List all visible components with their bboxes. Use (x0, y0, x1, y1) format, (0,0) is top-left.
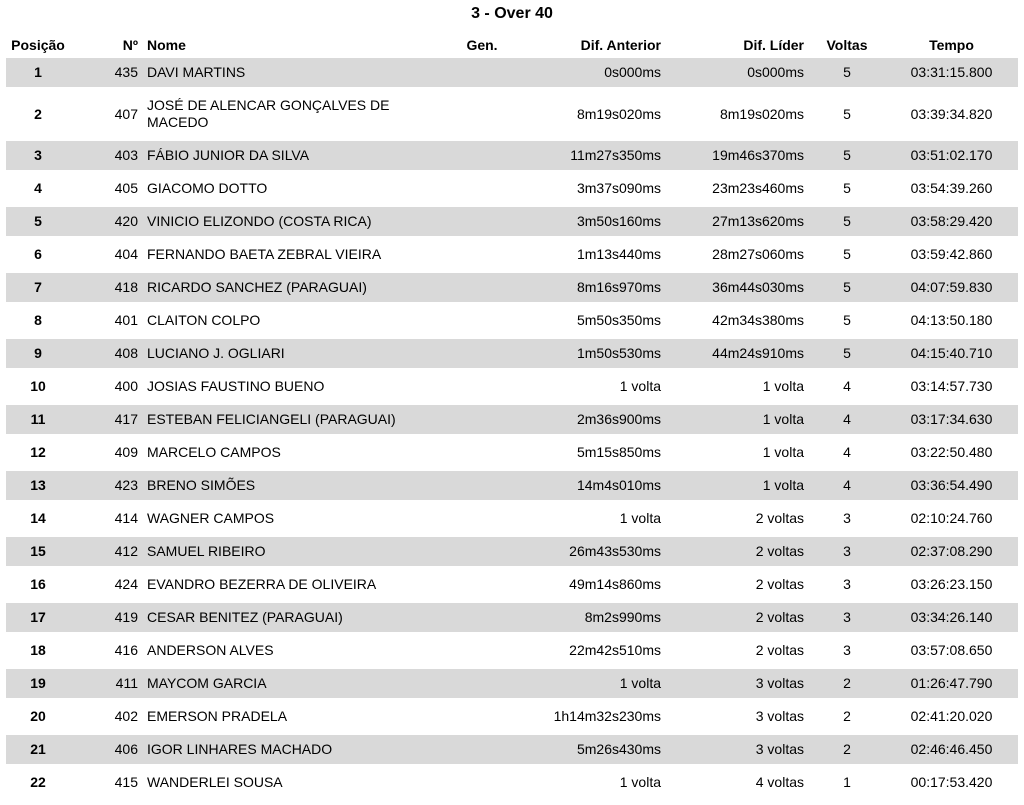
voltas-cell: 3 (843, 576, 851, 592)
voltas-cell: 2 (809, 669, 885, 698)
pos-cell: 19 (6, 669, 70, 698)
tempo-cell: 03:22:50.480 (910, 444, 993, 460)
voltas-cell: 2 (809, 735, 885, 764)
voltas-cell: 5 (809, 339, 885, 368)
table-row (6, 174, 1018, 203)
voltas-cell: 5 (809, 273, 885, 302)
tempo-cell: 03:51:02.170 (885, 141, 1018, 170)
num-cell: 405 (114, 180, 138, 196)
voltas-cell: 2 (843, 708, 851, 724)
dif_lider-cell: 8m19s020ms (719, 105, 804, 122)
pos-cell: 10 (30, 378, 46, 394)
dif_anterior-cell: 1m13s440ms (576, 246, 661, 262)
num-cell: 415 (114, 774, 138, 790)
table-row (6, 91, 1018, 137)
dif_anterior-cell: 1 volta (619, 774, 661, 790)
table-row (6, 207, 1018, 236)
dif_lider-cell: 36m44s030ms (666, 273, 809, 302)
pos-cell: 8 (34, 312, 42, 328)
dif_anterior-cell: 5m50s350ms (576, 312, 661, 328)
table-row (6, 471, 1018, 500)
voltas-cell: 5 (809, 141, 885, 170)
num-cell: 420 (70, 207, 142, 236)
tempo-cell: 00:17:53.420 (910, 774, 993, 790)
num-cell: 408 (70, 339, 142, 368)
header-row (6, 36, 1018, 54)
column-header-gen: Gen. (466, 37, 498, 53)
voltas-cell: 4 (809, 471, 885, 500)
tempo-cell: 04:07:59.830 (885, 273, 1018, 302)
num-cell: 414 (114, 510, 138, 526)
dif_anterior-cell: 1 volta (522, 669, 666, 698)
dif_lider-cell: 2 voltas (755, 642, 804, 658)
voltas-cell: 5 (843, 312, 851, 328)
pos-cell: 3 (6, 141, 70, 170)
pos-cell: 4 (34, 180, 42, 196)
dif_anterior-cell: 0s000ms (522, 58, 666, 87)
voltas-cell: 4 (809, 405, 885, 434)
nome-cell: LUCIANO J. OGLIARI (142, 339, 442, 368)
table-row (6, 735, 1018, 764)
table-row (6, 537, 1018, 566)
pos-cell: 6 (34, 246, 42, 262)
num-cell: 407 (114, 105, 138, 122)
dif_lider-cell: 3 voltas (666, 735, 809, 764)
pos-cell: 12 (30, 444, 46, 460)
dif_anterior-cell: 1 volta (619, 378, 661, 394)
dif_anterior-cell: 1 volta (619, 510, 661, 526)
pos-cell: 15 (6, 537, 70, 566)
num-cell: 401 (114, 312, 138, 328)
pos-cell: 22 (30, 774, 46, 790)
nome-cell: JOSIAS FAUSTINO BUENO (147, 378, 325, 394)
voltas-cell: 5 (843, 246, 851, 262)
gen-cell (442, 603, 522, 632)
num-cell: 400 (114, 378, 138, 394)
voltas-cell: 4 (843, 378, 851, 394)
gen-cell (442, 240, 522, 269)
pos-cell: 11 (6, 405, 70, 434)
tempo-cell: 01:26:47.790 (885, 669, 1018, 698)
nome-cell: EVANDRO BEZERRA DE OLIVEIRA (147, 576, 377, 592)
nome-cell: CESAR BENITEZ (PARAGUAI) (142, 603, 442, 632)
nome-cell: ANDERSON ALVES (147, 642, 274, 658)
pos-cell: 21 (6, 735, 70, 764)
voltas-cell: 5 (843, 180, 851, 196)
gen-cell (442, 669, 522, 698)
dif_anterior-cell: 2m36s900ms (522, 405, 666, 434)
dif_anterior-cell: 3m37s090ms (576, 180, 661, 196)
dif_lider-cell: 4 voltas (755, 774, 804, 790)
nome-cell: FÁBIO JUNIOR DA SILVA (142, 141, 442, 170)
voltas-cell: 5 (809, 58, 885, 87)
dif_lider-cell: 1 volta (666, 471, 809, 500)
table-row (6, 570, 1018, 599)
num-cell: 424 (114, 576, 138, 592)
nome-cell: WANDERLEI SOUSA (147, 774, 283, 790)
tempo-cell: 03:57:08.650 (910, 642, 993, 658)
pos-cell: 9 (6, 339, 70, 368)
nome-cell: JOSÉ DE ALENCAR GONÇALVES DE MACEDO (147, 97, 390, 130)
dif_anterior-cell: 22m42s510ms (569, 642, 661, 658)
voltas-cell: 1 (843, 774, 851, 790)
tempo-cell: 02:10:24.760 (910, 510, 993, 526)
pos-cell: 7 (6, 273, 70, 302)
dif_lider-cell: 28m27s060ms (712, 246, 804, 262)
tempo-cell: 03:31:15.800 (885, 58, 1018, 87)
gen-cell (442, 504, 522, 533)
tempo-cell: 03:39:34.820 (910, 105, 993, 122)
table-row (6, 372, 1018, 401)
gen-cell (442, 702, 522, 731)
gen-cell (442, 537, 522, 566)
gen-cell (442, 58, 522, 87)
dif_anterior-cell: 14m4s010ms (522, 471, 666, 500)
gen-cell (442, 570, 522, 599)
gen-cell (442, 91, 522, 137)
table-row (6, 669, 1018, 698)
gen-cell (442, 405, 522, 434)
dif_anterior-cell: 8m16s970ms (522, 273, 666, 302)
nome-cell: WAGNER CAMPOS (147, 510, 275, 526)
table-row (6, 240, 1018, 269)
table-row (6, 438, 1018, 467)
gen-cell (442, 207, 522, 236)
num-cell: 404 (114, 246, 138, 262)
nome-cell: RICARDO SANCHEZ (PARAGUAI) (142, 273, 442, 302)
tempo-cell: 02:46:46.450 (885, 735, 1018, 764)
voltas-cell: 5 (843, 105, 851, 122)
voltas-cell: 3 (809, 537, 885, 566)
table-row (6, 273, 1018, 302)
dif_lider-cell: 1 volta (762, 444, 804, 460)
pos-cell: 1 (6, 58, 70, 87)
num-cell: 416 (114, 642, 138, 658)
num-cell: 417 (70, 405, 142, 434)
table-row (6, 603, 1018, 632)
table-row (6, 504, 1018, 533)
dif_lider-cell: 2 voltas (755, 576, 804, 592)
pos-cell: 13 (6, 471, 70, 500)
column-header-pos: Posição (11, 37, 65, 53)
results-table (6, 32, 1018, 801)
tempo-cell: 03:36:54.490 (885, 471, 1018, 500)
page-title: 3 - Over 40 (471, 5, 553, 22)
column-header-voltas: Voltas (826, 37, 868, 53)
tempo-cell: 03:34:26.140 (885, 603, 1018, 632)
nome-cell: CLAITON COLPO (147, 312, 261, 328)
gen-cell (442, 141, 522, 170)
nome-cell: EMERSON PRADELA (147, 708, 288, 724)
nome-cell: FERNANDO BAETA ZEBRAL VIEIRA (147, 246, 382, 262)
dif_anterior-cell: 1h14m32s230ms (553, 708, 661, 724)
gen-cell (442, 438, 522, 467)
gen-cell (442, 636, 522, 665)
dif_anterior-cell: 5m15s850ms (576, 444, 661, 460)
nome-cell: DAVI MARTINS (142, 58, 442, 87)
num-cell: 402 (114, 708, 138, 724)
table-row (6, 636, 1018, 665)
gen-cell (442, 306, 522, 335)
num-cell: 418 (70, 273, 142, 302)
table-row (6, 306, 1018, 335)
column-header-nome: Nome (147, 37, 186, 53)
nome-cell: ESTEBAN FELICIANGELI (PARAGUAI) (142, 405, 442, 434)
nome-cell: MARCELO CAMPOS (147, 444, 281, 460)
tempo-cell: 03:59:42.860 (910, 246, 993, 262)
nome-cell: GIACOMO DOTTO (147, 180, 268, 196)
tempo-cell: 02:37:08.290 (885, 537, 1018, 566)
pos-cell: 2 (34, 105, 42, 122)
gen-cell (442, 273, 522, 302)
column-header-dif_anterior: Dif. Anterior (580, 37, 661, 53)
results-body (6, 58, 1018, 797)
voltas-cell: 3 (843, 510, 851, 526)
column-header-tempo: Tempo (929, 37, 974, 53)
num-cell: 409 (114, 444, 138, 460)
tempo-cell: 04:13:50.180 (910, 312, 993, 328)
table-row (6, 58, 1018, 87)
dif_anterior-cell: 1m50s530ms (522, 339, 666, 368)
tempo-cell: 03:26:23.150 (910, 576, 993, 592)
dif_lider-cell: 1 volta (666, 405, 809, 434)
dif_lider-cell: 42m34s380ms (712, 312, 804, 328)
num-cell: 406 (70, 735, 142, 764)
dif_anterior-cell: 26m43s530ms (522, 537, 666, 566)
gen-cell (442, 735, 522, 764)
nome-cell: BRENO SIMÕES (142, 471, 442, 500)
voltas-cell: 3 (809, 603, 885, 632)
tempo-cell: 02:41:20.020 (910, 708, 993, 724)
gen-cell (442, 339, 522, 368)
table-row (6, 405, 1018, 434)
dif_lider-cell: 3 voltas (755, 708, 804, 724)
dif_lider-cell: 2 voltas (755, 510, 804, 526)
tempo-cell: 03:17:34.630 (885, 405, 1018, 434)
dif_anterior-cell: 3m50s160ms (522, 207, 666, 236)
dif_anterior-cell: 49m14s860ms (569, 576, 661, 592)
num-cell: 403 (70, 141, 142, 170)
tempo-cell: 03:14:57.730 (910, 378, 993, 394)
num-cell: 412 (70, 537, 142, 566)
pos-cell: 16 (30, 576, 46, 592)
tempo-cell: 04:15:40.710 (885, 339, 1018, 368)
table-row (6, 702, 1018, 731)
dif_lider-cell: 44m24s910ms (666, 339, 809, 368)
num-cell: 411 (70, 669, 142, 698)
num-cell: 419 (70, 603, 142, 632)
dif_lider-cell: 3 voltas (666, 669, 809, 698)
gen-cell (442, 471, 522, 500)
dif_anterior-cell: 5m26s430ms (522, 735, 666, 764)
gen-cell (442, 372, 522, 401)
tempo-cell: 03:54:39.260 (910, 180, 993, 196)
dif_anterior-cell: 8m2s990ms (522, 603, 666, 632)
dif_lider-cell: 2 voltas (666, 537, 809, 566)
column-header-num: Nº (122, 37, 138, 53)
nome-cell: MAYCOM GARCIA (142, 669, 442, 698)
nome-cell: VINICIO ELIZONDO (COSTA RICA) (142, 207, 442, 236)
pos-cell: 20 (30, 708, 46, 724)
dif_lider-cell: 19m46s370ms (666, 141, 809, 170)
voltas-cell: 3 (843, 642, 851, 658)
pos-cell: 14 (30, 510, 46, 526)
pos-cell: 5 (6, 207, 70, 236)
dif_anterior-cell: 11m27s350ms (522, 141, 666, 170)
dif_lider-cell: 1 volta (762, 378, 804, 394)
num-cell: 435 (70, 58, 142, 87)
nome-cell: IGOR LINHARES MACHADO (142, 735, 442, 764)
dif_lider-cell: 27m13s620ms (666, 207, 809, 236)
gen-cell (442, 174, 522, 203)
column-header-dif_lider: Dif. Líder (743, 37, 804, 53)
pos-cell: 18 (30, 642, 46, 658)
voltas-cell: 5 (809, 207, 885, 236)
dif_anterior-cell: 8m19s020ms (576, 105, 661, 122)
dif_lider-cell: 2 voltas (666, 603, 809, 632)
table-row (6, 339, 1018, 368)
table-row (6, 141, 1018, 170)
dif_lider-cell: 0s000ms (666, 58, 809, 87)
num-cell: 423 (70, 471, 142, 500)
tempo-cell: 03:58:29.420 (885, 207, 1018, 236)
voltas-cell: 4 (843, 444, 851, 460)
pos-cell: 17 (6, 603, 70, 632)
dif_lider-cell: 23m23s460ms (712, 180, 804, 196)
nome-cell: SAMUEL RIBEIRO (142, 537, 442, 566)
